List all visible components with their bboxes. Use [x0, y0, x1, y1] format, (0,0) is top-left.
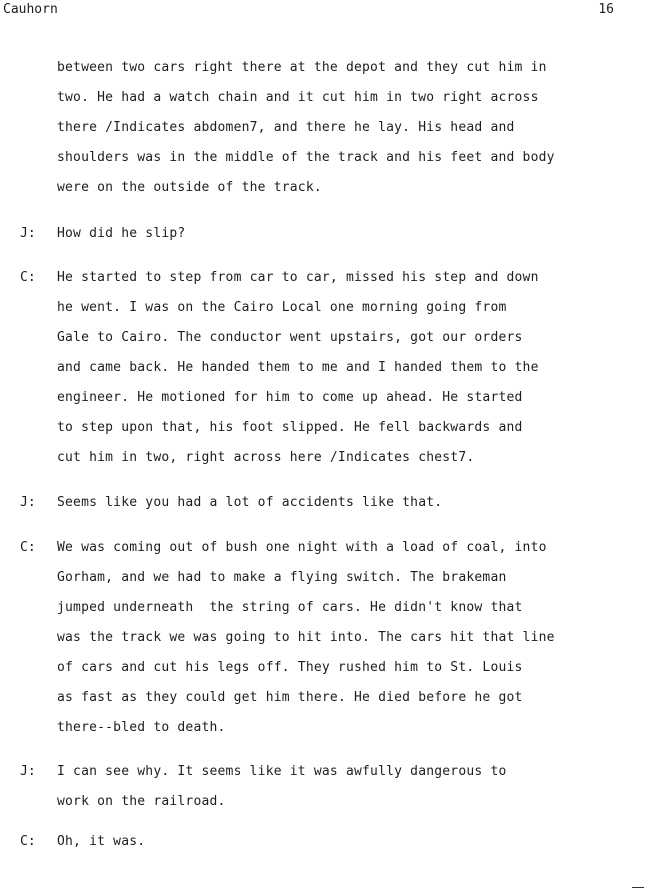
transcript-line: work on the railroad.	[57, 794, 226, 809]
transcript-line: between two cars right there at the depot and they cut him in	[57, 60, 547, 75]
transcript-line: and came back. He handed them to me and I handed them to the	[57, 360, 539, 375]
transcript-line: Seems like you had a lot of accidents like that.	[57, 495, 443, 510]
transcript-line: were on the outside of the track.	[57, 180, 322, 195]
transcript-line: jumped underneath the string of cars. He didn't know that	[57, 600, 523, 615]
speaker-label: J:	[20, 495, 36, 510]
transcript-line: How did he slip?	[57, 226, 186, 241]
header-name: Cauhorn	[3, 2, 58, 17]
transcript-line: he went. I was on the Cairo Local one morning going from	[57, 300, 507, 315]
transcript-line: Gorham, and we had to make a flying switch. The brakeman	[57, 570, 507, 585]
transcript-line: of cars and cut his legs off. They rushed him to St. Louis	[57, 660, 523, 675]
transcript-line: to step upon that, his foot slipped. He fell backwards and	[57, 420, 523, 435]
transcript-line: He started to step from car to car, missed his step and down	[57, 270, 539, 285]
transcript-line: Oh, it was.	[57, 834, 146, 849]
speaker-label: J:	[20, 226, 36, 241]
speaker-label: C:	[20, 834, 36, 849]
speaker-label: C:	[20, 270, 36, 285]
transcript-line: there /Indicates abdomen7, and there he lay. His head and	[57, 120, 515, 135]
transcript-line: as fast as they could get him there. He died before he got	[57, 690, 523, 705]
transcript-line: cut him in two, right across here /Indicates chest7.	[57, 450, 475, 465]
speaker-label: J:	[20, 764, 36, 779]
transcript-line: was the track we was going to hit into. The cars hit that line	[57, 630, 555, 645]
transcript-line: engineer. He motioned for him to come up ahead. He started	[57, 390, 523, 405]
transcript-line: I can see why. It seems like it was awfully dangerous to	[57, 764, 507, 779]
page-number: 16	[598, 2, 614, 17]
page-edge-mark	[632, 887, 644, 888]
transcript-line: shoulders was in the middle of the track and his feet and body	[57, 150, 555, 165]
transcript-line: Gale to Cairo. The conductor went upstairs, got our orders	[57, 330, 523, 345]
speaker-label: C:	[20, 540, 36, 555]
transcript-line: We was coming out of bush one night with a load of coal, into	[57, 540, 547, 555]
transcript-line: two. He had a watch chain and it cut him in two right across	[57, 90, 539, 105]
transcript-line: there--bled to death.	[57, 720, 226, 735]
